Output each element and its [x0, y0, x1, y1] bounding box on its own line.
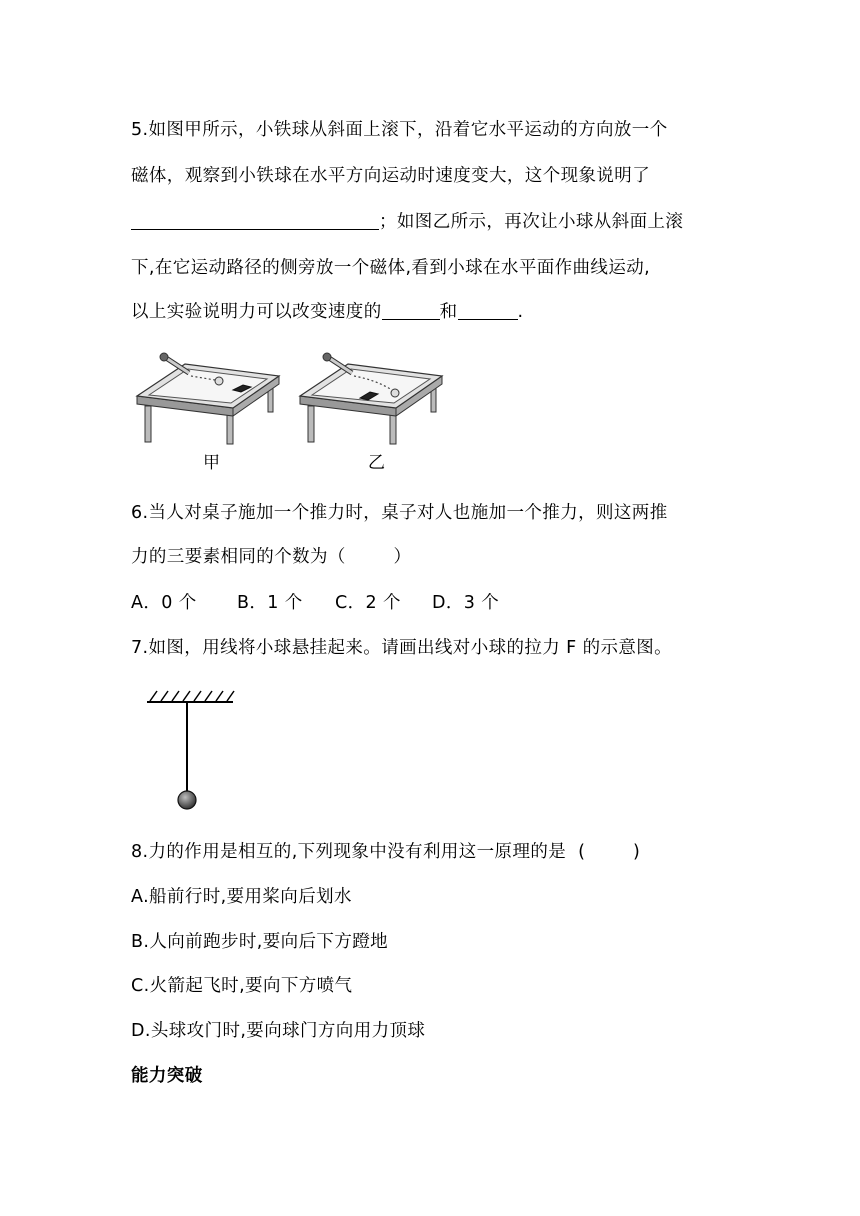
q6-line-1: 6.当人对桌子施加一个推力时，桌子对人也施加一个推力，则这两推: [131, 503, 668, 523]
pendulum-figure: [140, 684, 240, 816]
q6-option-d[interactable]: D．3 个: [432, 593, 500, 613]
ball-icon: [178, 791, 196, 809]
q6-option-b[interactable]: B．1 个: [237, 593, 303, 613]
q8-option-a[interactable]: A.船前行时,要用桨向后划水: [131, 887, 352, 907]
q8-option-c[interactable]: C.火箭起飞时,要向下方喷气: [131, 976, 353, 996]
q5-line-4: 下,在它运动路径的侧旁放一个磁体,看到小球在水平面作曲线运动,: [131, 258, 651, 278]
q7-text: 7.如图，用线将小球悬挂起来。请画出线对小球的拉力 F 的示意图。: [131, 638, 673, 658]
q5-line-1: 5.如图甲所示，小铁球从斜面上滚下，沿着它水平运动的方向放一个: [131, 120, 668, 140]
figure-a-caption: 甲: [203, 453, 220, 473]
q8-option-b[interactable]: B.人向前跑步时,要向后下方蹬地: [131, 932, 389, 952]
q8-stem: 8.力的作用是相互的,下列现象中没有利用这一原理的是 ( ): [131, 842, 641, 862]
section-title: 能力突破: [131, 1066, 203, 1086]
answer-blank-1[interactable]: [131, 211, 379, 230]
q5-period: .: [517, 302, 524, 322]
q6-line-2: 力的三要素相同的个数为（ ）: [131, 547, 412, 567]
figure-b-magnet-aside: [296, 346, 456, 474]
q6-option-a[interactable]: A．0 个: [131, 593, 197, 613]
q5-line-5: [131, 298, 523, 323]
figure-b-caption: 乙: [368, 453, 385, 473]
q5-line-5-text: 以上实验说明力可以改变速度的: [131, 302, 382, 322]
answer-blank-2[interactable]: [382, 301, 440, 320]
q5-line-2: 磁体，观察到小铁球在水平方向运动时速度变大，这个现象说明了: [131, 166, 651, 186]
q8-option-d[interactable]: D.头球攻门时,要向球门方向用力顶球: [131, 1021, 426, 1041]
answer-blank-3[interactable]: [458, 301, 518, 320]
q5-line-3: [131, 208, 683, 233]
q6-option-c[interactable]: C．2 个: [335, 593, 401, 613]
figure-a-magnet-ahead: [133, 346, 293, 474]
q5-and-text: 和: [439, 302, 458, 322]
q5-line-3-text: ；如图乙所示，再次让小球从斜面上滚: [379, 212, 684, 232]
